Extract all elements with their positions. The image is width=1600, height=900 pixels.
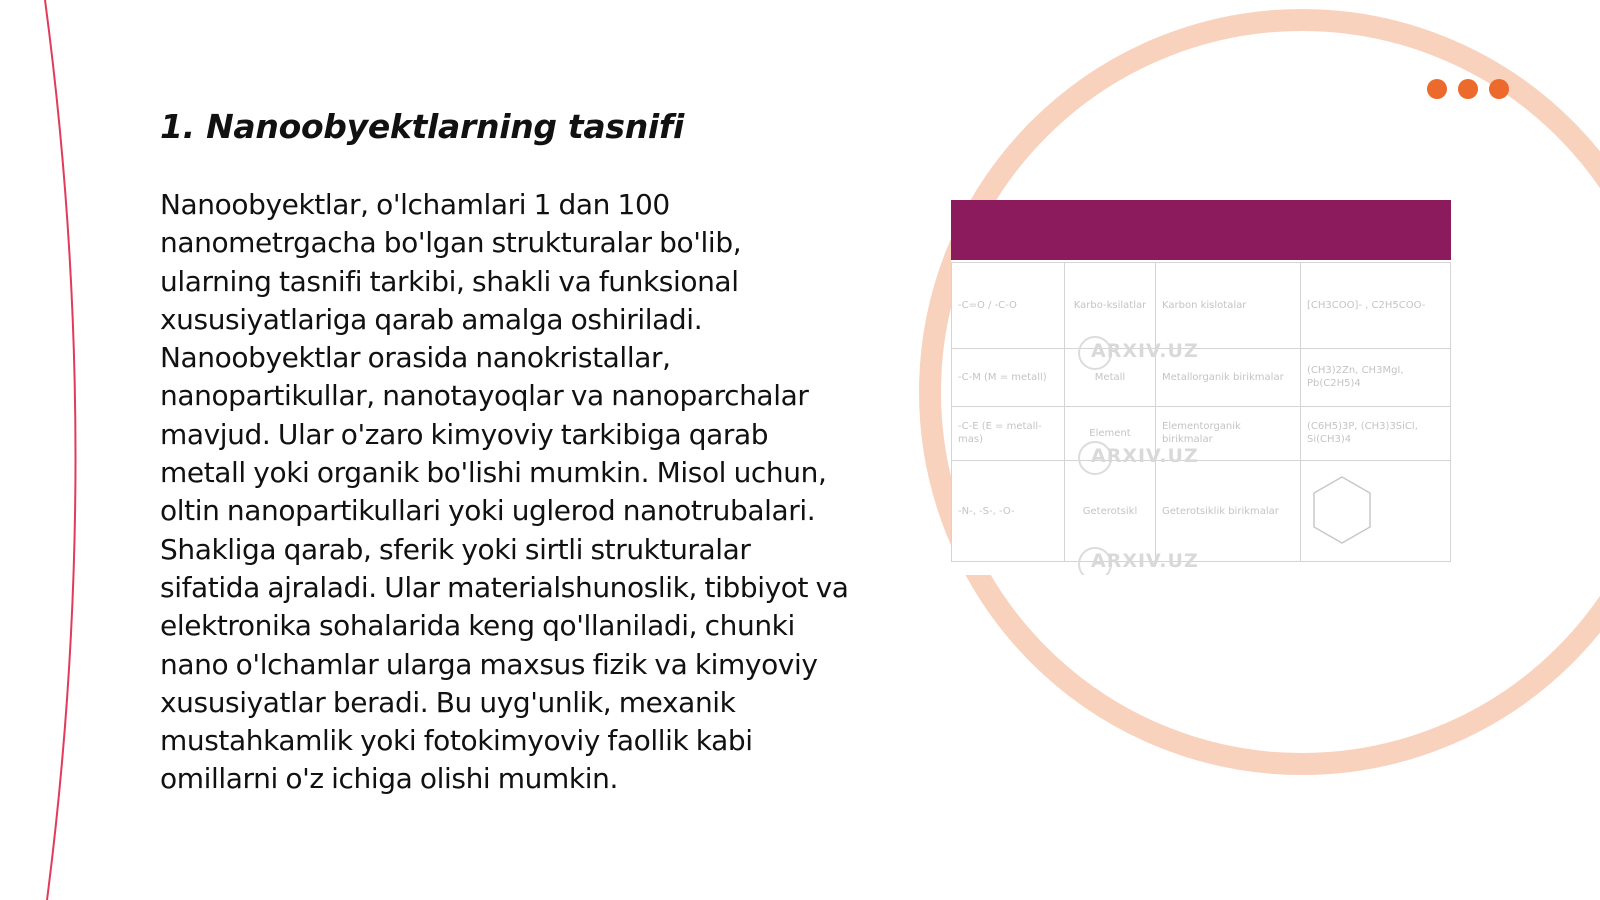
watermark-text: ARXIV.UZ — [1091, 340, 1199, 362]
watermark-text: ARXIV.UZ — [1091, 550, 1199, 572]
table-cell-name: Element — [1065, 406, 1156, 461]
embedded-document-image — [951, 200, 1451, 575]
table-cell-example: [CH3COO]- , C2H5COO- — [1301, 263, 1451, 349]
table-row — [952, 263, 1451, 349]
table-cell-formula: -C=O / -C-O — [952, 263, 1065, 349]
three-dots-icon — [1427, 79, 1509, 99]
table-cell-class: Geterotsiklik birikmalar — [1156, 461, 1301, 562]
table-cell-class: Karbon kislotalar — [1156, 263, 1301, 349]
table-cell-name: Metall — [1065, 349, 1156, 407]
watermark-text: ARXIV.UZ — [1091, 445, 1199, 467]
table-cell-class: Elementorganik birikmalar — [1156, 406, 1301, 461]
dot-icon — [1489, 79, 1509, 99]
table-cell-formula: -N-, -S-, -O- — [952, 461, 1065, 562]
table-cell-class: Metallorganik birikmalar — [1156, 349, 1301, 407]
left-arc-line — [45, 0, 76, 900]
document-table — [951, 262, 1451, 562]
dot-icon — [1427, 79, 1447, 99]
table-cell-name: Geterotsikl — [1065, 461, 1156, 562]
table-row — [952, 349, 1451, 407]
table-cell-example: (CH3)2Zn, CH3MgI, Pb(C2H5)4 — [1301, 349, 1451, 407]
slide-title: 1. Nanoobyektlarning tasnifi — [160, 107, 684, 146]
slide-body-text: Nanoobyektlar, o'lchamlari 1 dan 100 nanometrgacha bo'lgan strukturalar bo'lib, ularning tasnifi tarkibi, shakli va funksional xususiyatlariga qarab amalga oshiriladi. Nanoobyektlar orasida nanokristallar, nanopartikullar, nanotayoqlar va nanoparchalar mavjud. Ular o'zaro kimyoviy tarkibiga qarab metall yoki organik bo'lishi mumkin. Misol uchun, oltin nanopartikullari yoki uglerod nanotrubalari. Shakliga qarab, sferik yoki sirtli strukturalar sifatida ajraladi. Ular materialshunoslik, tibbiyot va elektronika sohalarida keng qo'llaniladi, chunki nano o'lchamlar ularga maxsus fizik va kimyoviy xususiyatlar beradi. Bu uyg'unlik, mexanik mustahkamlik yoki fotokimyoviy faollik kabi omillarni o'z ichiga olishi mumkin. — [160, 188, 849, 796]
dot-icon — [1458, 79, 1478, 99]
hexagon-ring-icon — [1307, 471, 1377, 551]
table-row — [952, 461, 1451, 562]
table-cell-example — [1301, 461, 1451, 562]
table-cell-example: (C6H5)3P, (CH3)3SiCl, Si(CH3)4 — [1301, 406, 1451, 461]
table-cell-formula: -C-M (M = metall) — [952, 349, 1065, 407]
table-cell-name: Karbo-ksilatlar — [1065, 263, 1156, 349]
table-row — [952, 406, 1451, 461]
table-cell-formula: -C-E (E = metall-mas) — [952, 406, 1065, 461]
document-header-bar — [951, 200, 1451, 260]
